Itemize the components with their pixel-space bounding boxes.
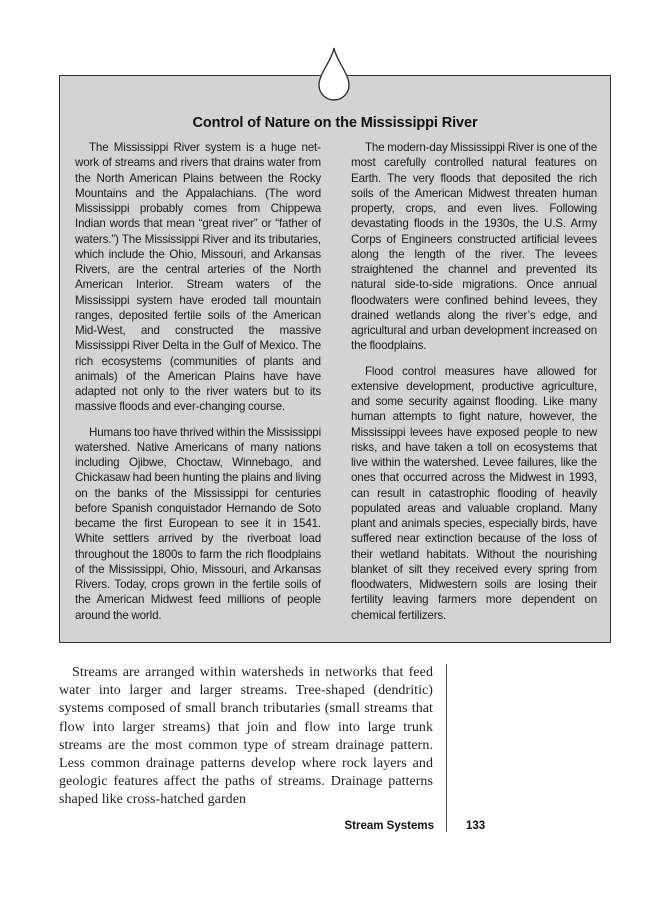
sidebar-title: Control of Nature on the Mississippi River [192, 115, 478, 131]
sidebar-paragraph: Humans too have thrived within the Mississippi watershed. Native Americans of many nations including Ojibwe, Choctaw, Winnebago, and Chickasaw had been hunting the plains and living on the banks of the Mississippi for centuries before Spanish conquistador Hernando de Soto became the first European to see it in 1541. White settlers arrived by the riverboat load throughout the 1800s to farm the rich floodplains of the Mississippi, Ohio, Missouri, and Arkansas Rivers. Today, crops grown in the fertile soils of the American Midwest feed millions of people around the world. [75, 425, 321, 622]
body-paragraph: Streams are arranged within watersheds in networks that feed water into larger and larger streams. Tree-shaped (dendritic) systems composed of small branch tributaries (small streams that flow into larger streams) that join and flow into large trunk streams are the most common type of stream drainage pattern. Less common drainage patterns develop where rock layers and geologic features affect the paths of streams. Drainage patterns shaped like cross-hatched garden [59, 665, 433, 808]
page-number: 133 [466, 820, 486, 832]
sidebar-right-column [351, 140, 597, 633]
water-drop-icon [316, 46, 352, 102]
sidebar-box [59, 75, 611, 643]
sidebar-paragraph: The Mississippi River system is a huge network of streams and rivers that drains water from the North American Plains between the Rocky Mountains and the Appalachians. (The word Mississippi probably comes from Chippewa Indian words that mean “great river” or “father of waters.”) The Mississippi River and its tributaries, which include the Ohio, Missouri, and Arkansas Rivers, are the central arteries of the North American Interior. Stream waters of the Mississippi system have eroded tall mountain ranges, deposited fertile soils of the American Mid-West, and constructed the massive Mississippi River Delta in the Gulf of Mexico. The rich ecosystems (communities of plants and animals) of the American Plains have have adapted not only to the river waters but to its massive floods and ever-changing course. [75, 141, 321, 414]
running-footer-section: Stream Systems [344, 820, 434, 832]
sidebar-left-column [75, 140, 321, 633]
sidebar-paragraph: Flood control measures have allowed for extensive development, productive agriculture, and some security against flooding. Like many human attempts to fight nature, however, the Mississippi levees have exposed people to new risks, and have taken a toll on ecosystems that live within the watershed. Levee failures, like the ones that occurred across the Midwest in 1993, can result in catastrophic flooding of heavily populated areas and valuable cropland. Many plant and animals species, especially birds, have suffered near extinction because of the loss of their wetland habitats. Without the nourishing blanket of silt they received every spring from floodwaters, Midwestern soils are losing their fertility leaving farmers more dependent on chemical fertilizers. [351, 364, 597, 622]
column-divider [446, 664, 447, 832]
sidebar-paragraph: The modern-day Mississippi River is one of the most carefully controlled natural features on Earth. The very floods that deposited the rich soils of the American Midwest threaten human property, crops, and even lives. Following devastating floods in the 1930s, the U.S. Army Corps of Engineers constructed artificial levees along the length of the river. The levees straightened the channel and prevented its natural side-to-side migrations. Once annual floodwaters were confined behind levees, they drained wetlands along the river’s edge, and agricultural and urban development increased on the floodplains. [351, 141, 597, 353]
